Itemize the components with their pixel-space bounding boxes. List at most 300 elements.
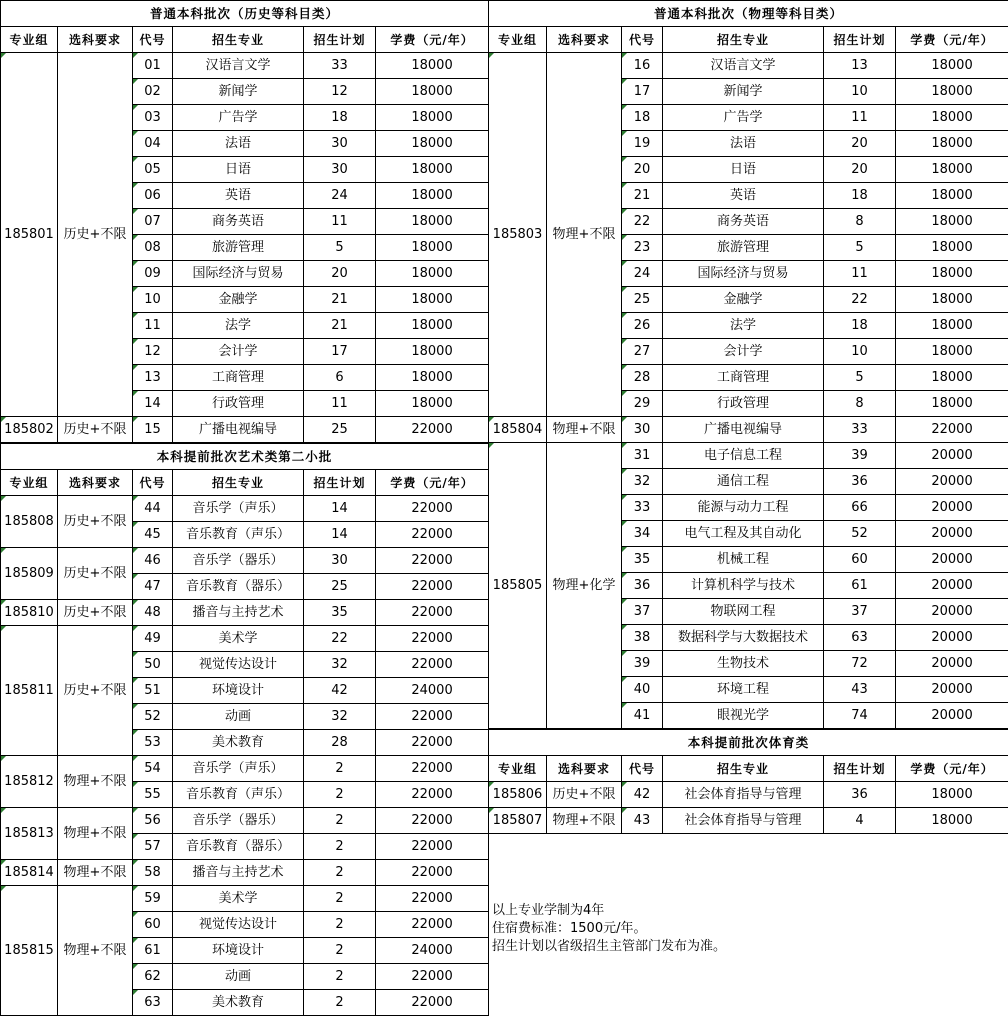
table-row xyxy=(1,886,489,912)
major-code: 63 xyxy=(133,990,173,1016)
major-code: 52 xyxy=(133,704,173,730)
enrollment-plan: 39 xyxy=(824,443,896,469)
major-name: 计算机科学与技术 xyxy=(663,573,824,599)
tuition-fee: 22000 xyxy=(376,964,489,990)
tuition-fee: 20000 xyxy=(896,625,1008,651)
fee-header: 学费（元/年） xyxy=(896,27,1008,53)
group-code: 185804 xyxy=(489,417,547,443)
major-name: 日语 xyxy=(663,157,824,183)
major-name: 音乐教育（声乐） xyxy=(173,782,304,808)
group-code: 185810 xyxy=(1,600,58,626)
enrollment-plan: 22 xyxy=(304,626,376,652)
tuition-fee: 22000 xyxy=(376,522,489,548)
tuition-fee: 20000 xyxy=(896,443,1008,469)
group-code: 185805 xyxy=(489,443,547,729)
major-name: 动画 xyxy=(173,704,304,730)
enrollment-plan: 2 xyxy=(304,808,376,834)
major-code: 17 xyxy=(622,79,663,105)
table-row xyxy=(1,53,489,79)
plan-header: 招生计划 xyxy=(304,470,376,496)
subject-requirement: 历史+不限 xyxy=(547,782,622,808)
enrollment-plan: 18 xyxy=(824,313,896,339)
tuition-fee: 18000 xyxy=(376,313,489,339)
tuition-fee: 20000 xyxy=(896,469,1008,495)
enrollment-plan: 18 xyxy=(304,105,376,131)
group-code: 185801 xyxy=(1,53,58,417)
tuition-fee: 18000 xyxy=(376,365,489,391)
major-code: 04 xyxy=(133,131,173,157)
note-dorm-fee: 住宿费标准：1500元/年。 xyxy=(492,920,992,938)
major-code: 53 xyxy=(133,730,173,756)
tuition-fee: 22000 xyxy=(376,574,489,600)
major-code: 51 xyxy=(133,678,173,704)
major-code: 31 xyxy=(622,443,663,469)
enrollment-plan: 2 xyxy=(304,990,376,1016)
enrollment-plan: 74 xyxy=(824,703,896,729)
enrollment-plan: 4 xyxy=(824,808,896,834)
enrollment-plan: 42 xyxy=(304,678,376,704)
major-code: 47 xyxy=(133,574,173,600)
tuition-fee: 18000 xyxy=(896,157,1008,183)
code-header: 代号 xyxy=(622,756,663,782)
major-name: 电气工程及其自动化 xyxy=(663,521,824,547)
major-name: 音乐学（器乐） xyxy=(173,548,304,574)
table-row xyxy=(1,548,489,574)
enrollment-plan: 18 xyxy=(824,183,896,209)
enrollment-plan: 25 xyxy=(304,417,376,443)
group-header: 专业组 xyxy=(1,27,58,53)
major-name: 音乐教育（声乐） xyxy=(173,522,304,548)
enrollment-plan: 24 xyxy=(304,183,376,209)
enrollment-plan: 13 xyxy=(824,53,896,79)
sports-header-row xyxy=(489,756,1008,782)
enrollment-plan: 37 xyxy=(824,599,896,625)
major-code: 37 xyxy=(622,599,663,625)
enrollment-plan: 63 xyxy=(824,625,896,651)
table-row xyxy=(1,626,489,652)
history-header-row xyxy=(1,27,489,53)
tuition-fee: 18000 xyxy=(896,53,1008,79)
enrollment-plan: 11 xyxy=(304,391,376,417)
enrollment-plan: 33 xyxy=(304,53,376,79)
major-code: 05 xyxy=(133,157,173,183)
major-name: 英语 xyxy=(173,183,304,209)
table-row xyxy=(1,417,489,443)
requirement-header: 选科要求 xyxy=(58,27,133,53)
major-name: 美术学 xyxy=(173,886,304,912)
major-code: 28 xyxy=(622,365,663,391)
fee-header: 学费（元/年） xyxy=(896,756,1008,782)
tuition-fee: 18000 xyxy=(896,365,1008,391)
group-code: 185811 xyxy=(1,626,58,756)
subject-requirement: 历史+不限 xyxy=(58,53,133,417)
table-row xyxy=(489,417,1008,443)
major-code: 30 xyxy=(622,417,663,443)
tuition-fee: 22000 xyxy=(376,808,489,834)
enrollment-plan: 5 xyxy=(824,235,896,261)
major-code: 02 xyxy=(133,79,173,105)
enrollment-plan: 32 xyxy=(304,704,376,730)
major-name: 会计学 xyxy=(663,339,824,365)
sports-table xyxy=(488,729,1008,834)
major-code: 57 xyxy=(133,834,173,860)
enrollment-plan: 66 xyxy=(824,495,896,521)
note-plan-source: 招生计划以省级招生主管部门发布为准。 xyxy=(492,938,992,956)
enrollment-plan: 2 xyxy=(304,782,376,808)
physics-header-row xyxy=(489,27,1008,53)
history-table xyxy=(0,0,489,443)
tuition-fee: 18000 xyxy=(376,105,489,131)
enrollment-plan: 20 xyxy=(824,157,896,183)
enrollment-plan: 72 xyxy=(824,651,896,677)
physics-table xyxy=(488,0,1008,729)
major-code: 11 xyxy=(133,313,173,339)
major-code: 21 xyxy=(622,183,663,209)
tuition-fee: 22000 xyxy=(376,496,489,522)
major-header: 招生专业 xyxy=(173,470,304,496)
major-code: 60 xyxy=(133,912,173,938)
major-name: 广告学 xyxy=(173,105,304,131)
major-name: 工商管理 xyxy=(663,365,824,391)
major-code: 45 xyxy=(133,522,173,548)
subject-requirement: 物理+不限 xyxy=(547,808,622,834)
table-row xyxy=(1,860,489,886)
art-table xyxy=(0,443,489,1016)
group-header: 专业组 xyxy=(489,756,547,782)
major-code: 50 xyxy=(133,652,173,678)
sports-body xyxy=(489,782,1008,834)
major-code: 58 xyxy=(133,860,173,886)
major-code: 19 xyxy=(622,131,663,157)
major-name: 国际经济与贸易 xyxy=(173,261,304,287)
physics-body xyxy=(489,53,1008,729)
enrollment-plan: 35 xyxy=(304,600,376,626)
major-code: 26 xyxy=(622,313,663,339)
major-code: 24 xyxy=(622,261,663,287)
subject-requirement: 物理+不限 xyxy=(58,756,133,808)
enrollment-plan: 11 xyxy=(824,105,896,131)
group-code: 185807 xyxy=(489,808,547,834)
tuition-fee: 18000 xyxy=(376,53,489,79)
tuition-fee: 18000 xyxy=(376,157,489,183)
right-column xyxy=(488,0,1008,834)
major-name: 新闻学 xyxy=(173,79,304,105)
major-name: 视觉传达设计 xyxy=(173,912,304,938)
major-code: 40 xyxy=(622,677,663,703)
physics-title: 普通本科批次（物理等科目类） xyxy=(489,1,1008,27)
tuition-fee: 22000 xyxy=(376,912,489,938)
history-body xyxy=(1,53,489,443)
major-code: 25 xyxy=(622,287,663,313)
subject-requirement: 历史+不限 xyxy=(58,496,133,548)
group-code: 185812 xyxy=(1,756,58,808)
tuition-fee: 18000 xyxy=(376,235,489,261)
enrollment-plan: 25 xyxy=(304,574,376,600)
tuition-fee: 18000 xyxy=(896,235,1008,261)
subject-requirement: 物理+不限 xyxy=(547,417,622,443)
major-code: 44 xyxy=(133,496,173,522)
major-name: 旅游管理 xyxy=(173,235,304,261)
major-code: 16 xyxy=(622,53,663,79)
tuition-fee: 22000 xyxy=(896,417,1008,443)
group-code: 185814 xyxy=(1,860,58,886)
major-name: 法学 xyxy=(173,313,304,339)
tuition-fee: 20000 xyxy=(896,599,1008,625)
major-code: 15 xyxy=(133,417,173,443)
tuition-fee: 22000 xyxy=(376,417,489,443)
tuition-fee: 18000 xyxy=(896,287,1008,313)
enrollment-plan: 6 xyxy=(304,365,376,391)
code-header: 代号 xyxy=(622,27,663,53)
major-name: 音乐学（声乐） xyxy=(173,496,304,522)
major-name: 法学 xyxy=(663,313,824,339)
subject-requirement: 物理+不限 xyxy=(547,53,622,417)
enrollment-plan: 60 xyxy=(824,547,896,573)
tuition-fee: 20000 xyxy=(896,651,1008,677)
major-name: 会计学 xyxy=(173,339,304,365)
enrollment-plan: 33 xyxy=(824,417,896,443)
major-name: 电子信息工程 xyxy=(663,443,824,469)
tuition-fee: 18000 xyxy=(896,391,1008,417)
table-row xyxy=(1,496,489,522)
tuition-fee: 18000 xyxy=(896,79,1008,105)
table-row xyxy=(1,600,489,626)
major-name: 环境设计 xyxy=(173,678,304,704)
plan-header: 招生计划 xyxy=(824,756,896,782)
art-body xyxy=(1,496,489,1016)
major-code: 36 xyxy=(622,573,663,599)
requirement-header: 选科要求 xyxy=(547,27,622,53)
enrollment-plan: 2 xyxy=(304,886,376,912)
enrollment-plan: 2 xyxy=(304,938,376,964)
major-name: 金融学 xyxy=(663,287,824,313)
major-name: 机械工程 xyxy=(663,547,824,573)
subject-requirement: 物理+化学 xyxy=(547,443,622,729)
tuition-fee: 18000 xyxy=(376,339,489,365)
major-code: 18 xyxy=(622,105,663,131)
major-name: 音乐教育（器乐） xyxy=(173,574,304,600)
tuition-fee: 22000 xyxy=(376,834,489,860)
major-name: 音乐学（声乐） xyxy=(173,756,304,782)
major-code: 55 xyxy=(133,782,173,808)
enrollment-plan: 52 xyxy=(824,521,896,547)
major-name: 音乐教育（器乐） xyxy=(173,834,304,860)
subject-requirement: 物理+不限 xyxy=(58,886,133,1016)
group-header: 专业组 xyxy=(1,470,58,496)
table-row xyxy=(489,53,1008,79)
tuition-fee: 18000 xyxy=(896,131,1008,157)
tuition-fee: 22000 xyxy=(376,782,489,808)
major-name: 商务英语 xyxy=(173,209,304,235)
subject-requirement: 历史+不限 xyxy=(58,548,133,600)
enrollment-plan: 2 xyxy=(304,860,376,886)
fee-header: 学费（元/年） xyxy=(376,470,489,496)
tuition-fee: 20000 xyxy=(896,495,1008,521)
major-name: 英语 xyxy=(663,183,824,209)
major-name: 法语 xyxy=(173,131,304,157)
major-code: 33 xyxy=(622,495,663,521)
enrollment-plan: 21 xyxy=(304,313,376,339)
enrollment-plan: 17 xyxy=(304,339,376,365)
enrollment-plan: 11 xyxy=(304,209,376,235)
tuition-fee: 20000 xyxy=(896,547,1008,573)
subject-requirement: 物理+不限 xyxy=(58,860,133,886)
requirement-header: 选科要求 xyxy=(547,756,622,782)
history-title: 普通本科批次（历史等科目类） xyxy=(1,1,489,27)
major-name: 工商管理 xyxy=(173,365,304,391)
tuition-fee: 18000 xyxy=(376,183,489,209)
major-code: 06 xyxy=(133,183,173,209)
major-name: 环境工程 xyxy=(663,677,824,703)
major-code: 41 xyxy=(622,703,663,729)
tuition-fee: 22000 xyxy=(376,756,489,782)
code-header: 代号 xyxy=(133,470,173,496)
major-code: 48 xyxy=(133,600,173,626)
major-header: 招生专业 xyxy=(663,756,824,782)
tuition-fee: 20000 xyxy=(896,677,1008,703)
tuition-fee: 22000 xyxy=(376,704,489,730)
tuition-fee: 18000 xyxy=(896,261,1008,287)
major-name: 物联网工程 xyxy=(663,599,824,625)
major-code: 13 xyxy=(133,365,173,391)
requirement-header: 选科要求 xyxy=(58,470,133,496)
enrollment-plan: 2 xyxy=(304,964,376,990)
group-code: 185813 xyxy=(1,808,58,860)
tuition-fee: 22000 xyxy=(376,730,489,756)
major-name: 环境设计 xyxy=(173,938,304,964)
major-name: 广播电视编导 xyxy=(663,417,824,443)
enrollment-plan: 21 xyxy=(304,287,376,313)
major-name: 社会体育指导与管理 xyxy=(663,782,824,808)
major-name: 播音与主持艺术 xyxy=(173,600,304,626)
tuition-fee: 18000 xyxy=(896,183,1008,209)
note-duration: 以上专业学制为4年 xyxy=(492,902,992,920)
major-name: 行政管理 xyxy=(663,391,824,417)
major-name: 美术教育 xyxy=(173,990,304,1016)
enrollment-plan: 12 xyxy=(304,79,376,105)
table-row xyxy=(1,756,489,782)
tuition-fee: 18000 xyxy=(896,105,1008,131)
major-code: 29 xyxy=(622,391,663,417)
enrollment-plan: 20 xyxy=(304,261,376,287)
code-header: 代号 xyxy=(133,27,173,53)
major-code: 07 xyxy=(133,209,173,235)
tuition-fee: 22000 xyxy=(376,600,489,626)
tuition-fee: 22000 xyxy=(376,886,489,912)
tuition-fee: 18000 xyxy=(896,339,1008,365)
major-name: 眼视光学 xyxy=(663,703,824,729)
tuition-fee: 18000 xyxy=(376,79,489,105)
enrollment-plan: 2 xyxy=(304,912,376,938)
table-row xyxy=(489,443,1008,469)
group-header: 专业组 xyxy=(489,27,547,53)
enrollment-plan: 32 xyxy=(304,652,376,678)
tuition-fee: 18000 xyxy=(896,209,1008,235)
major-name: 美术学 xyxy=(173,626,304,652)
enrollment-plan: 28 xyxy=(304,730,376,756)
tuition-fee: 18000 xyxy=(376,287,489,313)
major-code: 38 xyxy=(622,625,663,651)
group-code: 185803 xyxy=(489,53,547,417)
major-code: 49 xyxy=(133,626,173,652)
major-code: 32 xyxy=(622,469,663,495)
enrollment-plan: 5 xyxy=(304,235,376,261)
enrollment-plan: 36 xyxy=(824,782,896,808)
tuition-fee: 22000 xyxy=(376,652,489,678)
table-row xyxy=(1,808,489,834)
enrollment-plan: 22 xyxy=(824,287,896,313)
subject-requirement: 历史+不限 xyxy=(58,626,133,756)
major-name: 美术教育 xyxy=(173,730,304,756)
major-code: 03 xyxy=(133,105,173,131)
enrollment-plan: 30 xyxy=(304,157,376,183)
enrollment-plan: 10 xyxy=(824,79,896,105)
left-column xyxy=(0,0,488,1016)
major-code: 56 xyxy=(133,808,173,834)
major-code: 59 xyxy=(133,886,173,912)
major-code: 54 xyxy=(133,756,173,782)
enrollment-plan: 2 xyxy=(304,834,376,860)
enrollment-plan: 8 xyxy=(824,391,896,417)
major-code: 39 xyxy=(622,651,663,677)
major-name: 国际经济与贸易 xyxy=(663,261,824,287)
major-code: 09 xyxy=(133,261,173,287)
enrollment-plan: 14 xyxy=(304,522,376,548)
major-name: 行政管理 xyxy=(173,391,304,417)
tuition-fee: 24000 xyxy=(376,938,489,964)
major-code: 61 xyxy=(133,938,173,964)
tuition-fee: 20000 xyxy=(896,573,1008,599)
major-name: 商务英语 xyxy=(663,209,824,235)
major-header: 招生专业 xyxy=(173,27,304,53)
major-code: 62 xyxy=(133,964,173,990)
major-code: 42 xyxy=(622,782,663,808)
major-name: 旅游管理 xyxy=(663,235,824,261)
major-name: 汉语言文学 xyxy=(173,53,304,79)
major-name: 动画 xyxy=(173,964,304,990)
tuition-fee: 22000 xyxy=(376,626,489,652)
major-code: 20 xyxy=(622,157,663,183)
tuition-fee: 20000 xyxy=(896,703,1008,729)
art-title: 本科提前批次艺术类第二小批 xyxy=(1,444,489,470)
tuition-fee: 22000 xyxy=(376,548,489,574)
enrollment-plan: 20 xyxy=(824,131,896,157)
enrollment-plan: 8 xyxy=(824,209,896,235)
major-name: 法语 xyxy=(663,131,824,157)
tuition-fee: 18000 xyxy=(896,808,1008,834)
major-name: 数据科学与大数据技术 xyxy=(663,625,824,651)
enrollment-plan: 30 xyxy=(304,131,376,157)
tuition-fee: 18000 xyxy=(376,131,489,157)
subject-requirement: 历史+不限 xyxy=(58,417,133,443)
enrollment-plan: 2 xyxy=(304,756,376,782)
tuition-fee: 18000 xyxy=(896,782,1008,808)
tuition-fee: 22000 xyxy=(376,990,489,1016)
enrollment-plan: 43 xyxy=(824,677,896,703)
tuition-fee: 24000 xyxy=(376,678,489,704)
major-code: 43 xyxy=(622,808,663,834)
enrollment-plan: 14 xyxy=(304,496,376,522)
major-name: 广播电视编导 xyxy=(173,417,304,443)
art-header-row xyxy=(1,470,489,496)
subject-requirement: 历史+不限 xyxy=(58,600,133,626)
major-name: 新闻学 xyxy=(663,79,824,105)
enrollment-plan: 30 xyxy=(304,548,376,574)
major-code: 08 xyxy=(133,235,173,261)
major-name: 广告学 xyxy=(663,105,824,131)
group-code: 185808 xyxy=(1,496,58,548)
major-code: 27 xyxy=(622,339,663,365)
